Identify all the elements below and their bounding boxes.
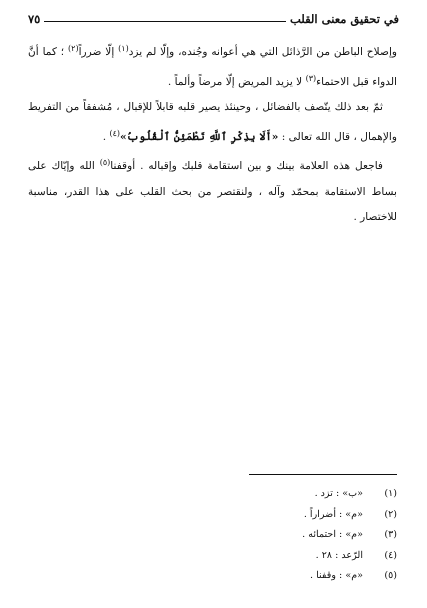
footnote-text: «م» : احتمائه . — [302, 529, 363, 540]
text-run: الله وإيّاك على بساط الاستقامة بمحمّد وآله ، ولنقتصر من بحث القلب على هذا القدر، مناسبة للاختصار . — [28, 160, 397, 223]
text-run: وإصلاح الباطن من الرَّذائل التي هي أعوانه وجُنده، وإلّا لم يزد — [128, 46, 397, 58]
text-run: . — [102, 130, 110, 143]
footnote-item — [150, 546, 397, 567]
text-run: لا يزيد المريض إلّا مرضاً وألماً . — [167, 75, 306, 88]
footnote-number: (٣) — [384, 529, 397, 540]
header-rule — [44, 21, 286, 22]
paragraph-3 — [28, 150, 397, 231]
header-title: في تحقيق معنى القلب — [290, 12, 399, 26]
footnote-item — [150, 566, 397, 587]
footnote-item — [150, 505, 397, 526]
footnote-number: (٥) — [384, 570, 397, 581]
footnote-ref: (٥) — [99, 158, 111, 167]
footnote-item — [150, 525, 397, 546]
footnote-ref: (٢) — [68, 44, 79, 53]
text-run: فاجعل هذه العلامة بينك و بين استقامة قلبك وإقباله . أوقفنا — [110, 160, 383, 172]
footnote-divider — [249, 474, 397, 475]
text-run: إلّا ضرراً — [78, 46, 119, 58]
footnote-ref: (٤) — [109, 128, 121, 138]
footnote-text: «م» : وقفنا . — [310, 570, 363, 581]
footnote-ref: (٣) — [305, 73, 317, 83]
quran-verse: «أَلَا بِذِكْرِ ٱللَّهِ تَطْمَئِنُّ ٱلْقُلُوبُ» — [120, 130, 279, 143]
running-header — [28, 8, 399, 26]
paragraph-1 — [28, 36, 397, 95]
footnote-number: (٢) — [384, 508, 397, 520]
footnote-text: «ب» : تزد . — [314, 488, 363, 499]
footnotes — [150, 484, 397, 587]
text-run: ؛ كما أنَّ الدواء قبل الاحتماء — [28, 46, 397, 88]
main-text — [28, 36, 397, 231]
footnote-number: (١) — [384, 488, 397, 499]
footnote-item — [150, 484, 397, 505]
paragraph-2 — [28, 95, 397, 150]
footnote-number: (٤) — [384, 549, 397, 561]
footnote-ref: (١) — [118, 44, 129, 53]
text-run: ثمّ بعد ذلك يتّصف بالفضائل ، وحينئذ يصير قلبه قابلاً للإقبال ، مُشفقاً من التفريط والإهمال ، قال الله تعالى : — [28, 101, 397, 143]
page-number: ٧٥ — [28, 12, 41, 26]
footnote-text: «م» : أضراراً . — [303, 508, 363, 520]
footnote-text: الرّعد : ٢٨ . — [315, 549, 363, 561]
